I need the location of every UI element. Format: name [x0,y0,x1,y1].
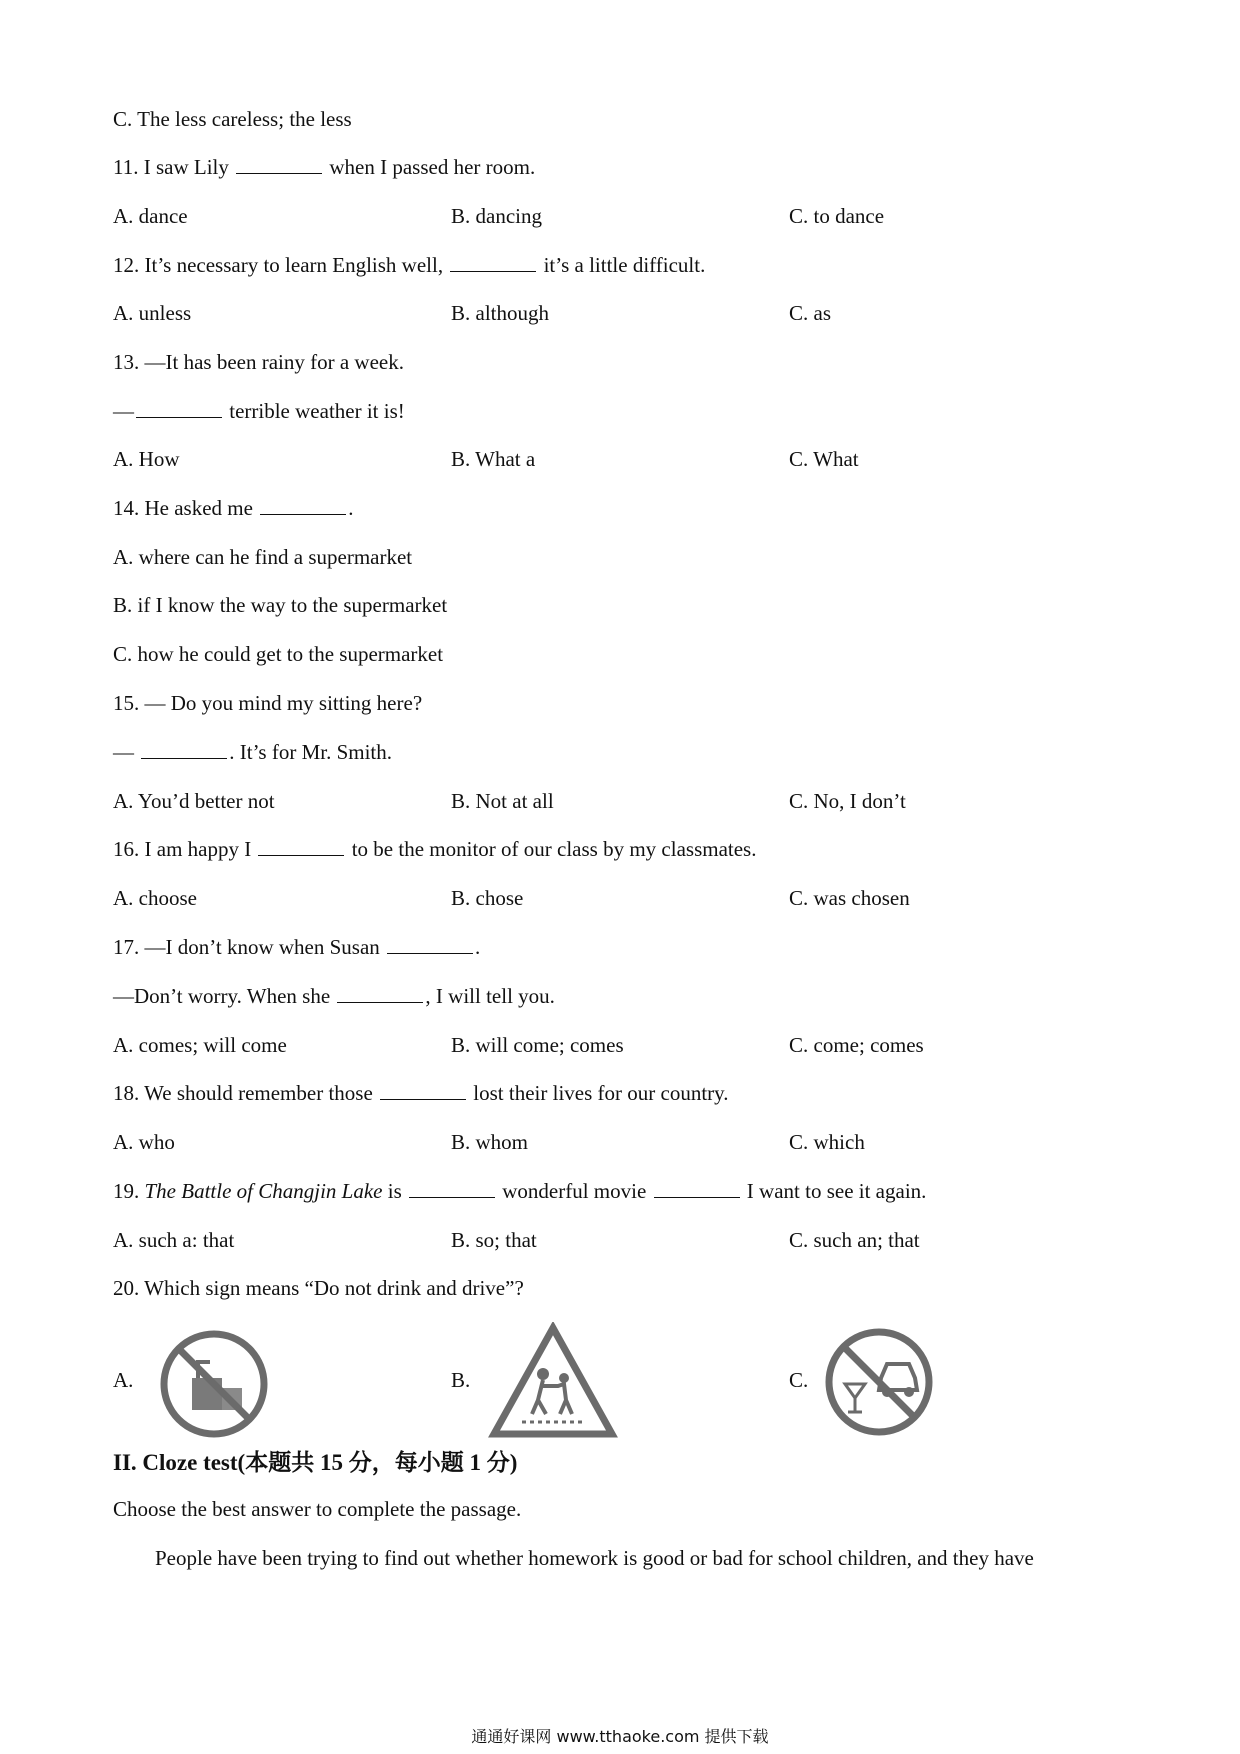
section-instruction: Choose the best answer to complete the passage. [113,1497,522,1521]
answer-blank [260,496,346,515]
q14-option-a: A. where can he find a supermarket [113,545,413,569]
q13-text-b: terrible weather it is! [229,399,405,423]
option-c: C. No, I don’t [789,789,906,813]
q20-sign-options [113,1322,1133,1442]
option-b: B. chose [451,886,524,910]
q18-text-b: lost their lives for our country. [473,1081,729,1105]
q14-option-b: B. if I know the way to the supermarket [113,593,448,617]
q17-text-a: 17. —I don’t know when Susan [113,935,380,959]
movie-title: The Battle of Changjin Lake [144,1179,383,1203]
q16-text-b: to be the monitor of our class by my classmates. [351,837,757,861]
answer-blank [409,1179,495,1198]
option-a-label: A. [113,1368,134,1392]
q11-text-a: 11. I saw Lily [113,155,229,179]
answer-blank [380,1081,466,1100]
q17-reply [113,983,555,1009]
option-c: C. as [789,301,831,325]
option-c-label: C. [789,1368,809,1392]
option-c: C. What [789,447,859,471]
answer-blank [337,984,423,1003]
q17-stem [113,934,480,960]
q15-reply [113,739,392,765]
option-a: A. choose [113,886,197,910]
option-b: B. will come; comes [451,1033,624,1057]
option-a: A. such a: that [113,1228,235,1252]
q16-stem [113,836,756,862]
no-drinking-fountain-sign-icon [158,1328,270,1440]
q14-text-a: 14. He asked me [113,496,253,520]
option-b-label: B. [451,1368,471,1392]
q19-text-a: is [387,1179,402,1203]
q13-stem: 13. —It has been rainy for a week. [113,350,404,374]
q19-text-c: I want to see it again. [746,1179,927,1203]
answer-blank [654,1179,740,1198]
option-c: C. such an; that [789,1228,920,1252]
option-a: A. comes; will come [113,1033,287,1057]
answer-blank [141,740,227,759]
q16-text-a: 16. I am happy I [113,837,252,861]
q10-option-c: C. The less careless; the less [113,107,352,131]
option-b: B. dancing [451,204,542,228]
option-c: C. to dance [789,204,885,228]
q18-stem [113,1080,729,1106]
option-c: C. which [789,1130,865,1154]
children-crossing-sign-icon [488,1322,618,1440]
option-b: B. although [451,301,549,325]
option-a: A. unless [113,301,192,325]
q11-stem [113,154,535,180]
q12-text-b: it’s a little difficult. [543,253,706,277]
q11-text-b: when I passed her room. [329,155,536,179]
q14-text-b: . [348,496,354,520]
q12-text-a: 12. It’s necessary to learn English well, [113,253,444,277]
option-c: C. come; comes [789,1033,924,1057]
q17-text-b: . [475,935,481,959]
option-c: C. was chosen [789,886,910,910]
no-drink-driving-sign-icon [823,1326,935,1438]
dash: — [113,399,134,423]
q19-stem [113,1178,926,1204]
q14-option-c: C. how he could get to the supermarket [113,642,444,666]
q15-text-b: . It’s for Mr. Smith. [229,740,393,764]
option-b: B. Not at all [451,789,554,813]
q19-number: 19. [113,1179,140,1203]
answer-blank [258,837,344,856]
option-b: B. so; that [451,1228,537,1252]
q17-text-c: —Don’t worry. When she [113,984,331,1008]
dash: — [113,740,134,764]
passage-text: People have been trying to find out whether homework is good or bad for school children, and they have [155,1546,1034,1570]
section-title: II. Cloze test(本题共 15 分，每小题 1 分) [113,1450,518,1475]
page-footer: 通通好课网 www.tthaoke.com 提供下载 [471,1727,769,1746]
q12-stem [113,252,705,278]
q17-text-d: , I will tell you. [425,984,555,1008]
q15-stem: 15. — Do you mind my sitting here? [113,691,423,715]
option-b: B. What a [451,447,536,471]
q19-text-b: wonderful movie [502,1179,647,1203]
answer-blank [450,253,536,272]
answer-blank [136,399,222,418]
q18-text-a: 18. We should remember those [113,1081,373,1105]
q20-stem: 20. Which sign means “Do not drink and drive”? [113,1276,524,1300]
q13-reply [113,398,405,424]
answer-blank [387,935,473,954]
option-a: A. who [113,1130,175,1154]
answer-blank [236,155,322,174]
option-b: B. whom [451,1130,529,1154]
option-a: A. How [113,447,180,471]
option-a: A. You’d better not [113,789,275,813]
q14-stem [113,495,353,521]
option-a: A. dance [113,204,188,228]
